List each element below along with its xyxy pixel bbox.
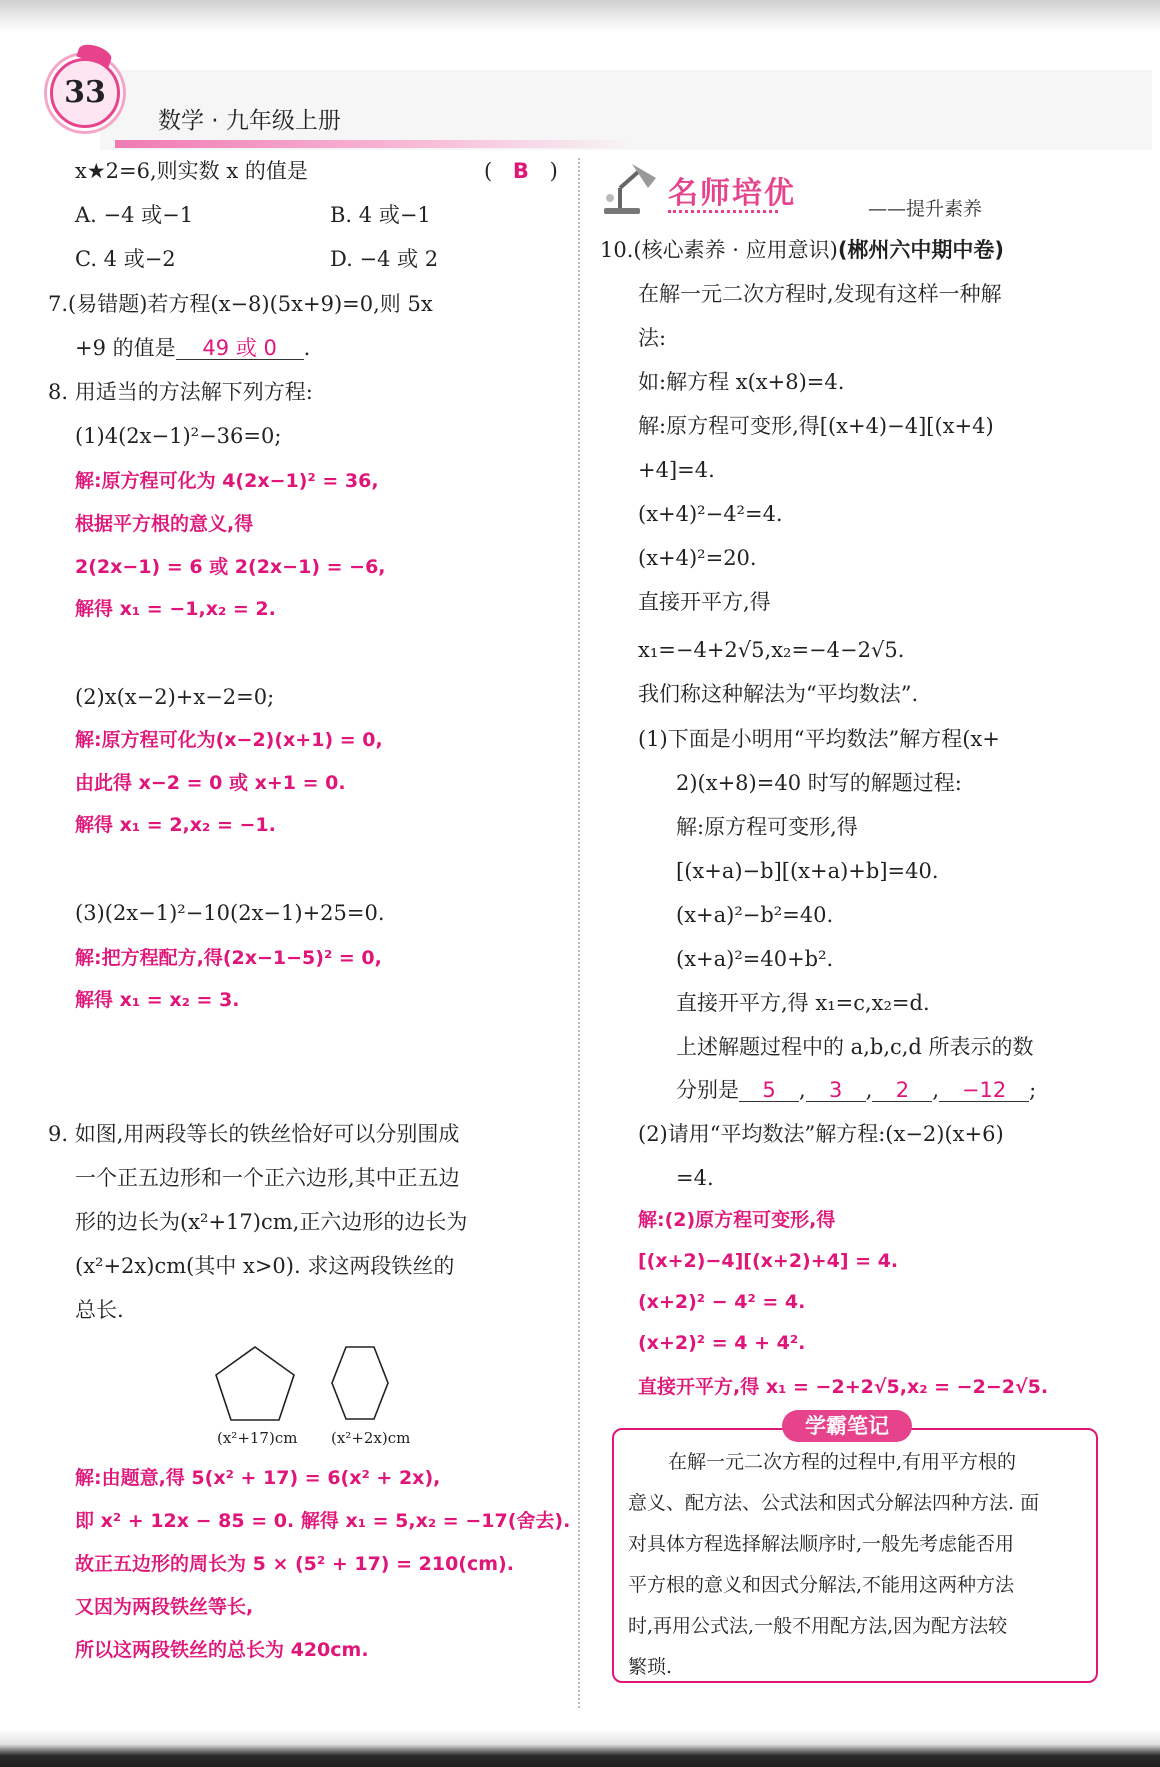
q9-line: 一个正五边形和一个正六边形,其中正五边	[75, 1166, 460, 1190]
answer-line: 直接开平方,得 x₁ = −2+2√5,x₂ = −2−2√5.	[638, 1376, 1049, 1398]
answer-line: 故正五边形的周长为 5 × (5² + 17) = 210(cm).	[75, 1553, 514, 1575]
subject-title: 数学 · 九年级上册	[158, 108, 341, 134]
answer-line: 解:原方程可化为 4(2x−1)² = 36,	[75, 470, 379, 492]
semicolon: ;	[1029, 1078, 1037, 1102]
q7-answer-blank: 49 或 0	[176, 338, 304, 360]
q10-blanks-line	[676, 1080, 1036, 1102]
separator: ,	[932, 1078, 940, 1102]
answer-line: 由此得 x−2 = 0 或 x+1 = 0.	[75, 772, 346, 794]
page-header	[40, 50, 1110, 150]
q7-end: .	[303, 336, 311, 360]
paren-close: )	[549, 159, 558, 183]
q8-part3: (3)(2x−1)²−10(2x−1)+25=0.	[75, 901, 385, 925]
q10-part1-line: 直接开平方,得 x₁=c,x₂=d.	[676, 991, 930, 1015]
q10-part1-line: 2)(x+8)=40 时写的解题过程:	[676, 771, 962, 795]
q10-part2-line: (2)请用“平均数法”解方程:(x−2)(x+6)	[638, 1122, 1004, 1146]
q6-answer: B	[512, 159, 529, 183]
polygon-figure	[215, 1345, 415, 1447]
q6-answer-paren	[484, 161, 558, 182]
lamp-icon	[598, 158, 662, 218]
answer-line: 解得 x₁ = x₂ = 3.	[75, 989, 240, 1011]
q10-part1-line: (x+a)²−b²=40.	[676, 903, 834, 927]
hexagon-label: (x²+2x)cm	[331, 1429, 411, 1447]
answer-line: 解得 x₁ = −1,x₂ = 2.	[75, 598, 276, 620]
q7-line2	[75, 338, 310, 360]
note-line: 平方根的意义和因式分解法,不能用这两种方法	[628, 1574, 1015, 1596]
answer-line: 所以这两段铁丝的总长为 420cm.	[75, 1639, 369, 1661]
answer-line: 2(2x−1) = 6 或 2(2x−1) = −6,	[75, 556, 386, 578]
q9-line: (x²+2x)cm(其中 x>0). 求这两段铁丝的	[75, 1254, 455, 1278]
section-banner	[598, 158, 988, 220]
note-line: 在解一元二次方程的过程中,有用平方根的	[668, 1451, 1017, 1473]
pentagon-label: (x²+17)cm	[217, 1429, 298, 1447]
q8-title: 8. 用适当的方法解下列方程:	[48, 380, 313, 404]
q6-text: x★2=6,则实数 x 的值是	[75, 159, 308, 183]
note-line: 时,再用公式法,一般不用配方法,因为配方法较	[628, 1615, 1008, 1637]
option-d: D. −4 或 2	[330, 247, 439, 271]
q10-body-line: (x+4)²−4²=4.	[638, 502, 783, 526]
answer-line: 解得 x₁ = 2,x₂ = −1.	[75, 814, 276, 836]
q10-body-line: 我们称这种解法为“平均数法”.	[638, 682, 919, 706]
answer-line: 解:把方程配方,得(2x−1−5)² = 0,	[75, 947, 382, 969]
q10-body-line: 在解一元二次方程时,发现有这样一种解	[638, 282, 1002, 306]
q10-head-text: 10.(核心素养 · 应用意识)	[600, 238, 838, 262]
option-c: C. 4 或−2	[75, 247, 176, 271]
option-b: B. 4 或−1	[330, 203, 431, 227]
study-note-label: 学霸笔记	[782, 1410, 912, 1442]
q9-line: 9. 如图,用两段等长的铁丝恰好可以分别围成	[48, 1122, 460, 1146]
answer-line: 解:(2)原方程可变形,得	[638, 1209, 836, 1231]
q7-line1: 7.(易错题)若方程(x−8)(5x+9)=0,则 5x	[48, 292, 433, 316]
answer-line: 解:由题意,得 5(x² + 17) = 6(x² + 2x),	[75, 1467, 441, 1489]
q10-body-line: x₁=−4+2√5,x₂=−4−2√5.	[638, 638, 905, 662]
q10-body-line: 解:原方程可变形,得[(x+4)−4][(x+4)	[638, 414, 994, 438]
header-pink-bar	[115, 140, 635, 148]
q10-header	[600, 240, 1004, 261]
q7-line2-text: +9 的值是	[75, 336, 176, 360]
separator: ,	[799, 1078, 806, 1102]
column-divider	[578, 158, 580, 1708]
answer-line: (x+2)² = 4 + 4².	[638, 1332, 806, 1354]
blank-d: −12	[939, 1080, 1029, 1102]
blank-a: 5	[739, 1080, 799, 1102]
page-number: 33	[50, 58, 120, 128]
separator: ,	[865, 1078, 873, 1102]
q10-source: (郴州六中期中卷)	[837, 238, 1005, 262]
bottom-shadow	[0, 1729, 1160, 1767]
note-line: 意义、配方法、公式法和因式分解法四种方法. 面	[628, 1492, 1040, 1514]
q9-line: 总长.	[75, 1298, 124, 1322]
q10-part1-line: 上述解题过程中的 a,b,c,d 所表示的数	[676, 1035, 1034, 1059]
answer-line: 根据平方根的意义,得	[75, 513, 254, 535]
answer-line: 解:原方程可化为(x−2)(x+1) = 0,	[75, 729, 383, 751]
answer-line: [(x+2)−4][(x+2)+4] = 4.	[638, 1250, 899, 1272]
q10-body-line: 如:解方程 x(x+8)=4.	[638, 370, 845, 394]
answer-line: 又因为两段铁丝等长,	[75, 1596, 254, 1618]
option-a: A. −4 或−1	[75, 203, 194, 227]
q10-part1-line: (1)下面是小明用“平均数法”解方程(x+	[638, 727, 1000, 751]
q10-part1-line: (x+a)²=40+b².	[676, 947, 834, 971]
q10-body-line: 法:	[638, 326, 667, 350]
q8-part2: (2)x(x−2)+x−2=0;	[75, 685, 275, 709]
banner-subtitle: ——提升素养	[868, 198, 983, 220]
note-line: 繁琐.	[628, 1656, 673, 1678]
pentagon-shape	[216, 1347, 294, 1420]
hexagon-shape	[332, 1347, 388, 1419]
q6-tail	[75, 161, 308, 182]
q8-part1: (1)4(2x−1)²−36=0;	[75, 424, 282, 448]
answer-line: (x+2)² − 4² = 4.	[638, 1291, 806, 1313]
banner-dots	[668, 210, 778, 213]
q10-body-line: (x+4)²=20.	[638, 546, 757, 570]
note-line: 对具体方程选择解法顺序时,一般先考虑能否用	[628, 1533, 1015, 1555]
q9-line: 形的边长为(x²+17)cm,正六边形的边长为	[75, 1210, 468, 1234]
blank-c: 2	[872, 1080, 932, 1102]
blank-b: 3	[806, 1080, 866, 1102]
q10-body-line: +4]=4.	[638, 458, 715, 482]
answer-line: 即 x² + 12x − 85 = 0. 解得 x₁ = 5,x₂ = −17(舍去).	[75, 1510, 571, 1532]
top-shadow	[0, 0, 1160, 32]
q10-body-line: 直接开平方,得	[638, 590, 771, 614]
banner-title: 名师培优	[668, 176, 796, 211]
q10-part2-line: =4.	[676, 1166, 714, 1190]
paren-open: (	[484, 159, 493, 183]
q10-part1-line: [(x+a)−b][(x+a)+b]=40.	[676, 859, 939, 883]
polygon-svg	[215, 1345, 415, 1425]
q10-part1-line: 解:原方程可变形,得	[676, 815, 858, 839]
q10-blanks-lead: 分别是	[676, 1078, 739, 1102]
